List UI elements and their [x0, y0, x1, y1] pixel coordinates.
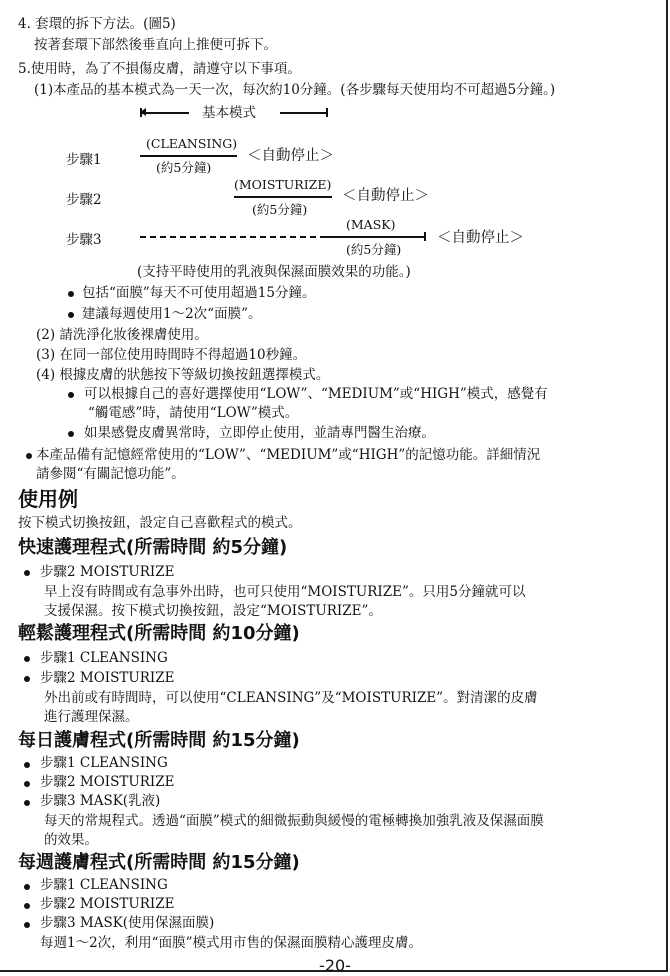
step2-time: (約5分鐘)	[252, 202, 308, 217]
item-4: (4) 根據皮膚的狀態按下等級切換按鈕選擇模式。	[36, 367, 330, 383]
step1-time: (約5分鐘)	[156, 160, 212, 175]
step3-time: (約5分鐘)	[346, 242, 402, 257]
mask-label: (MASK)	[346, 217, 396, 232]
relax-step-2: 步驟2 MOISTURIZE	[40, 670, 175, 686]
item-4-bullet-1-line-2: “觸電感”時，請使用“LOW”模式。	[88, 405, 299, 421]
daily-desc-line-1: 每天的常規程式。透過“面膜”模式的細微振動與緩慢的電極轉換加強乳液及保濕面膜	[44, 813, 544, 829]
weekly-desc: 每週1～2次，利用“面膜”模式用市售的保濕面膜精心護理皮膚。	[40, 935, 422, 951]
intro-line-2: 按著套環下部然後垂直向上推便可拆下。	[34, 37, 277, 53]
weekly-step-2: 步驟2 MOISTURIZE	[40, 896, 175, 912]
quick-desc-line-2: 支援保濕。按下模式切換按鈕，設定“MOISTURIZE”。	[44, 603, 382, 619]
relax-step-1: 步驟1 CLEANSING	[40, 650, 168, 666]
bullet-dot	[24, 781, 30, 787]
intro-line-4: (1)本產品的基本模式為一天一次，每次約10分鐘。(各步驟每天使用均不可超過5分鐘。)	[34, 82, 556, 98]
relax-program-title: 輕鬆護理程式(所需時間 約10分鐘)	[18, 623, 300, 644]
intro-line-3: 5.使用時，為了不損傷皮膚，請遵守以下事項。	[18, 61, 301, 77]
memory-note-line-2: 請參閱“有關記憶功能”。	[36, 466, 185, 482]
daily-step-2: 步驟2 MOISTURIZE	[40, 774, 175, 790]
weekly-program-title: 每週護膚程式(所需時間 約15分鐘)	[18, 852, 300, 873]
diagram-note: (支持平時使用的乳液與保濕面膜效果的功能。)	[137, 264, 411, 280]
bullet-dot	[24, 800, 30, 806]
cleansing-label: (CLEANSING)	[146, 136, 238, 151]
moisturize-label: (MOISTURIZE)	[234, 177, 332, 192]
bullet-dot	[68, 291, 74, 297]
step3-auto-stop: ＜自動停止＞	[437, 230, 524, 246]
usage-intro: 按下模式切換按鈕，設定自己喜歡程式的模式。	[18, 515, 302, 531]
quick-program-title: 快速護理程式(所需時間 約5分鐘)	[18, 537, 288, 558]
relax-desc-line-1: 外出前或有時間時，可以使用“CLEANSING”及“MOISTURIZE”。對清潔的皮膚	[44, 690, 538, 706]
bullet-dot	[24, 903, 30, 909]
step1-auto-stop: ＜自動停止＞	[247, 148, 334, 164]
item-4-bullet-2: 如果感覺皮膚異常時，立即停止使用，並請專門醫生治療。	[84, 425, 435, 441]
bullet-dot	[26, 453, 32, 459]
step1-label: 步驟1	[66, 152, 102, 168]
bullet-dot	[68, 431, 74, 437]
bullet-dot	[68, 392, 74, 398]
usage-title: 使用例	[18, 487, 78, 511]
daily-program-title: 每日護膚程式(所需時間 約15分鐘)	[18, 730, 300, 751]
basic-mode-label: 基本模式	[202, 105, 256, 121]
memory-note-line-1: 本產品備有記憶經常使用的“LOW”、“MEDIUM”或“HIGH”的記憶功能。詳細情況	[36, 447, 541, 463]
daily-step-3: 步驟3 MASK(乳液)	[40, 793, 161, 809]
bullet-dot	[24, 570, 30, 576]
bullet-dot	[24, 884, 30, 890]
bullet-dot	[24, 762, 30, 768]
intro-line-1: 4. 套環的拆下方法。(圖5)	[18, 16, 176, 32]
quick-desc-line-1: 早上沒有時間或有急事外出時，也可只使用“MOISTURIZE”。只用5分鐘就可以	[44, 584, 526, 600]
bullet-dot	[24, 922, 30, 928]
step3-label: 步驟3	[66, 232, 102, 248]
bullet-mask-weekly: 建議每週使用1～2次“面膜”。	[82, 306, 262, 322]
bullet-dot	[24, 676, 30, 682]
item-3: (3) 在同一部位使用時間時不得超過10秒鐘。	[36, 347, 307, 363]
quick-step: 步驟2 MOISTURIZE	[40, 564, 175, 580]
step2-label: 步驟2	[66, 192, 102, 208]
page-number: -20-	[319, 956, 351, 975]
weekly-step-3: 步驟3 MASK(使用保濕面膜)	[40, 915, 215, 931]
bullet-mask-limit: 包括“面膜”每天不可使用超過15分鐘。	[82, 285, 316, 301]
relax-desc-line-2: 進行護理保濕。	[44, 709, 139, 725]
daily-step-1: 步驟1 CLEANSING	[40, 755, 168, 771]
bullet-dot	[68, 312, 74, 318]
weekly-step-1: 步驟1 CLEANSING	[40, 877, 168, 893]
item-4-bullet-1-line-1: 可以根據自己的喜好選擇使用“LOW”、“MEDIUM”或“HIGH”模式，感覺有	[84, 386, 548, 402]
step2-auto-stop: ＜自動停止＞	[342, 188, 429, 204]
item-2: (2) 請洗淨化妝後裸膚使用。	[36, 327, 208, 343]
bullet-dot	[24, 656, 30, 662]
daily-desc-line-2: 的效果。	[44, 832, 98, 848]
